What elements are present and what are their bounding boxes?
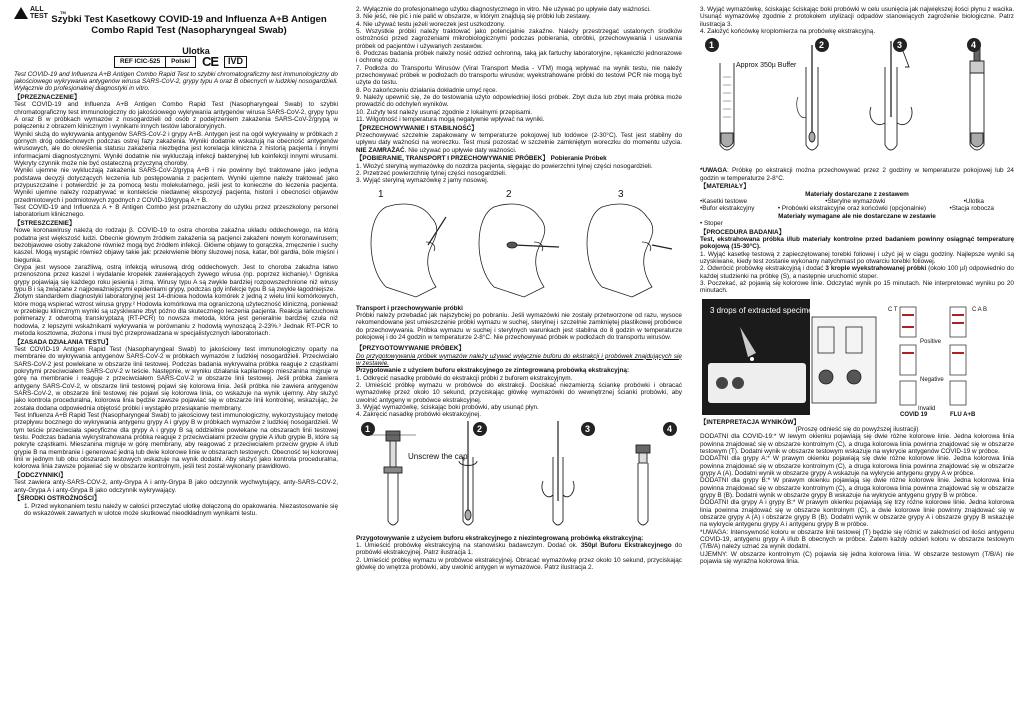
list-item: 3. Wyjąć wymazówkę, ściskając ściskając boki probówki w celu usunięcia jak największej ilości płynu z wacika. Usunąć wymazówkę zgodnie z protokołem utylizacji odpadów stanowiących zagrożenie biologiczne. Patrz ilustracja 3. [700, 6, 1014, 28]
list-item: 4. Założyć końcówkę kroplomierza na probówkę ekstrakcyjną. [700, 28, 876, 36]
section-heading: 【PRZYGOTOWYWANIE PRÓBEK】 [356, 345, 465, 353]
list-item: 2. Przetrzeć powierzchnię tylnej części nosogardzieli. [356, 169, 507, 177]
subheading: Przygotowywanie z użyciem buforu ekstrakcyjnego z niezintegrowaną probówką ekstrakcyjną: [356, 534, 644, 542]
storage-text-end: . Nie używać po upływie daty ważności. [404, 146, 517, 154]
list-item: 4. Nie używać testu jeżeli woreczek jest uszkodzony. [356, 20, 506, 28]
paragraph: DODATNI dla COVID-19:* W lewym okienku pojawiają się dwie różne kolorowe linie. Jedna kolorowa linia powinna znajdować się w obszarze kontrolnym (C), a druga kolorowa linia powinna znajdować się w obszarze testowym (T). Dodatni wynik w obszarze testowym wskazuje na wykrycie antygenów COVID-19 w próbce. [700, 433, 1014, 455]
paragraph: Próbki należy przebadać jak najszybciej po pobraniu. Jeśli wymazówki nie zostały przetworzone od razu, wysoce rekomendowane jest umieszczenie próbki wymazu w suchej, sterylnej i szczelnie zamkniętej plastikowej probówce do przechowywania. Próbka wymazu w suchej i sterylnych warunkach jest stabilna do 8 godzin w temperaturze pokojowej i do 24 godzin w temperaturze 2-8°C. Nie przechowywać próbek w podłożach do transportu wirusów. [356, 311, 682, 341]
tube-step-2 [459, 421, 477, 525]
list-item [356, 542, 682, 557]
buffer-tube-3 [870, 41, 912, 150]
list-item: 5. Wszystkie próbki należy traktować jako potencjalnie zakaźne. Należy przestrzegać ustalonych środków ostrożności przed zagrożeniami mikrobiologicznymi podczas pobierania, obróbki, przechowywania i usuwania próbek od pacjentów i używanych zestawów. [356, 28, 682, 50]
non-integrated-tube-figure [700, 37, 1014, 165]
list-item: 2. Umieścić próbkę wymazu w probówce ekstrakcyjnej. Obracać wymazówkę przez około 10 sekund, przyciskając główkę do wnętrza probówki, aby uwolnić antygen w wymazówce. Patrz ilustracja 2. [356, 556, 682, 572]
paragraph: Wyniki służą do wykrywania antygenów SARS-CoV-2 i grypy A+B. Antygen jest na ogół wykrywalny w próbkach z górnych dróg oddechowych podczas ostrej fazy zakażenia. Wyniki dodatnie wskazują na obecność antygenów wirusowych, ale do określenia statusu zakażenia niezbędna jest korelacja kliniczna z historią pacjenta i innymi informacjami diagnostycznymi. Wyniki dodatnie nie wykluczają infekcji bakteryjnej lub koinfekcji innymi wirusami. Wykryty czynnik może nie być ostateczną przyczyną choroby. [14, 130, 338, 167]
leaflet-label: Ulotka [182, 46, 210, 56]
subheading: Przygotowanie z użyciem buforu ekstrakcyjnego ze zintegrowaną probówką ekstrakcyjną: [356, 367, 630, 375]
ivd-icon: IVD [224, 56, 247, 67]
section-heading: 【POBIERANIE, TRANSPORT I PRZECHOWYWANIE PRÓBEK】 Pobieranie Próbek [356, 155, 607, 163]
drops-panel [702, 299, 817, 415]
list-item: 11. Wilgotność i temperatura mogą negatywnie wpływać na wyniki. [356, 116, 545, 124]
paragraph: Test COVID-19 and Influenza A+B Antigen Combo Rapid Test (Nasopharyngeal Swab) to szybki chromatograficzny test immunologiczny do jakościowego wykrywania antygenów wirusa SARS-CoV-2, grypy typu A oraz B w próbkach wymazów z nosogardzieli od osób z podejrzeniem zakażenia SARS-CoV-2/grypą w połączeniu z obrazem klinicznym i wynikami innych testów laboratoryjnych. [14, 101, 338, 131]
list-item: 9. Należy upewnić się, że do testowania użyto odpowiedniej ilości próbek. Zbyt duża lub zbyt mała próbka może prowadzić do odchyleń wyników. [356, 94, 682, 109]
paragraph: UJEMNY: W obszarze kontrolnym (C) pojawia się jedna kolorowa linia. W obszarze testowym (T/B/A) nie pojawia się wyraźna kolorowa linia. [700, 550, 1014, 566]
page-title: Szybki Test Kasetkowy COVID-19 and Influenza A+B Antigen Combo Rapid Test (Nasopharyngeal Swab) [51, 14, 327, 36]
figure-step-label: 1 [365, 423, 371, 434]
note-label: *UWAGA [700, 167, 727, 175]
paragraph: *UWAGA: Intensywność koloru w obszarze linii testowej (T) będzie się różnić w zależności od ilości antygenu COVID-19, antygenu grypy A i/lub B obecnych w próbce. Zatem każdy odcień koloru w obszarze testowym (T/B/A) należy uznać za wynik dodatni. [700, 528, 1014, 551]
ref-box [114, 56, 196, 67]
tube-step-1 [366, 431, 416, 525]
intro-text: Test COVID-19 and Influenza A+B Antigen Combo Rapid Test to szybki chromatograficzny test immunologiczny do jakościowego wykrywania antygenów wirusa SARS-CoV-2, grypy typu A oraz B obecnych w ludzkiej nosogardzieli. [14, 70, 338, 86]
list-item: 3. Wyjąć sterylną wymazówkę z jamy nosowej. [356, 177, 489, 185]
step-text: 1. Umieścić probówkę ekstrakcyjną na stanowisku badawczym. Dodać ok. [356, 542, 581, 550]
figure-step-label: 4 [667, 423, 673, 434]
section-heading: 【INTERPRETACJA WYNIKÓW】 [700, 418, 800, 426]
materials-row [700, 205, 1014, 212]
figure-step-label: 3 [585, 423, 591, 434]
paragraph: Test COVID-19 Antigen Rapid Test (Nasopharyngeal Swab) to jakościowy test immunologiczny oparty na membranie do wykrywania antygenów SARS-CoV-2 w próbkach wymazów z ludzkiej nosogardzieli. Przeciwciało SARS-CoV-2 jest powlekane w obszarze linii testowej. Podczas badania wykrywalna próbka reaguje z cząstkami pokrytymi przeciwciałem SARS-CoV-2 w teście. Następnie, w wyniku działania kapilarnego mieszanina migruje w górę na membranie i reaguje z przeciwciałem SARS-CoV-2 w obszarze linii testowej. Jeśli próbka zawiera antygeny SARS-CoV-2, w obszarze linii testowej pojawi się kolorowa linia. Jeśli próbka nie zawiera antygenów SARS-CoV-2, w obszarze linii testowej nie pojawi się kolorowa linia, co wskazuje na wynik ujemny. Aby służyć jako kontrola proceduralna, kolorowa linia będzie zawsze pojawiać się w obszarze linii kontrolnej, wskazując, że została dodana odpowiednia objętość próbki i wystąpiło przesiąkanie membrany. [14, 345, 338, 412]
logo-triangle-icon [14, 7, 28, 19]
section-heading: 【PROCEDURA BADANIA】 [700, 228, 785, 236]
drops-label: 3 drops of extracted specimen [710, 305, 818, 315]
paragraph: DODATNI dla grypy A:* W prawym okienku pojawiają się dwie różne kolorowe linie. Jedna kolorowa linia powinna znajdować się w obszarze kontrolnym (C), a druga kolorowa linia powinna znajdować się w obszarze grypy A (A). Dodatni wynik w obszarze grypy A wskazuje na wykrycie antygenu grypy A w próbce. [700, 455, 1014, 477]
head-profile-1 [371, 204, 446, 297]
figure-step-label: 4 [971, 40, 977, 51]
step-bold: 350µl Buforu Ekstrakcyjnego [580, 542, 672, 550]
list-item: 2. Umieścić próbkę wymazu w probówce do ekstrakcji. Dociskać niezamierzą ściankę probówki i obracać wymazówkę przez około 10 sekund, przyciskając główkę wymazówki do wewnętrznej ścianki probówki, aby uwolnić antygeny w probówce ekstrakcyjnej. [356, 382, 682, 404]
strip-label: C T [888, 306, 898, 313]
result-label: Negative [920, 376, 944, 383]
column-1 [14, 6, 338, 517]
storage-text: Przechowywać szczelnie zapakowany w temperaturze pokojowej lub lodówce (2-30°C). Test jest stabilny do upływu daty ważności na woreczku. Test musi pozostać w szczelnie zamkniętym woreczku do momentu użycia. [356, 132, 682, 147]
note [700, 167, 1014, 182]
result-label: Positive [920, 338, 942, 345]
material-item: •Ulotka [963, 197, 984, 205]
section-heading: 【ODCZYNNIKI】 [14, 472, 67, 479]
material-item: • Stoper [700, 219, 723, 227]
subheading: Materiały wymagane ale nie dostarczane w zestawie [778, 212, 936, 220]
cassette [812, 317, 876, 403]
section-heading: 【PRZEZNACZENIE】 [14, 93, 81, 101]
list-item: 3. Nie jeść, nie pić i nie palić w obszarze, w którym znajdują się próbki lub zestawy. [356, 13, 591, 21]
buffer-tube-4 [970, 47, 984, 150]
material-item: •Stacja robocza [949, 205, 994, 213]
ce-mark-icon: CE [201, 54, 219, 70]
column-3 [700, 6, 1014, 565]
buffer-tube-2 [797, 45, 818, 150]
flu-label: FLU A+B [950, 411, 976, 417]
head-profile-3 [587, 204, 672, 297]
list-item [700, 265, 1014, 280]
integrated-tube-figure [356, 421, 682, 533]
list-item: 7. Podłoża do Transportu Wirusów (Viral Transport Media - VTM) mogą wpływać na wynik testu, nie należy przechowywać próbek w podłożach do transportu wirusów; wyekstrahowane próbki do testowi PCR nie mogą być użyte do testu. [356, 64, 682, 87]
list-item: 6. Podczas badania próbek należy nosić odzież ochronną, taką jak fartuchy laboratoryjne, rękawiczki jednorazowe i ochronę oczu. [356, 50, 682, 65]
paragraph: Do przygotowywania próbek wymazów należy używać wyłącznie buforu do ekstrakcji i probówek znajdujących się w zestawie. [356, 352, 682, 368]
list-item: 2. Wyłącznie do profesjonalnego użytku diagnostycznego in vitro. Nie używać po upływie daty ważności. [356, 6, 651, 13]
result-label: Invalid [918, 405, 936, 412]
step-text-end: do probówki ekstrakcyjnej. Patrz ilustracja 1. [356, 542, 682, 557]
list-item: 3. Poczekać, aż pojawią się kolorowe linie. Odczytać wynik po 15 minutach. Nie interpretować wyniku po 20 minutach. [700, 279, 1014, 295]
list-item: 1. Odkręcić nasadkę probówki do ekstrakcji próbki z buforem ekstrakcyjnym. [356, 374, 573, 382]
tube-step-3 [542, 421, 574, 525]
list-item: 8. Po zakończeniu działania dokładnie umyć ręce. [356, 86, 498, 94]
figure-step-label: 2 [506, 188, 512, 200]
list-item: 1. Włożyć sterylną wymazówkę do nozdrza pacjenta, sięgając do powierzchni tylnej części nosogardzieli. [356, 162, 653, 170]
paragraph: Grypa jest wysoce zaraźliwą, ostrą infekcją wirusową dróg oddechowych. Jest to choroba zakaźna łatwo przenoszona przez kaszel i wydalanie kropelek zawierających żywego wirusa (np. poprzez kichanie).¹ Ogniska grypy pojawiają się każdego roku jesienią i zimą. Wirusy typu A są zwykle bardziej rozpowszechnione niż wirusy typu B i są związane z najpoważniejszymi epidemiami grypy, podczas gdy infekcje typu B są zwykle łagodniejsze. [14, 264, 338, 294]
strip-label: C A B [972, 306, 988, 313]
paragraph: Złotym standardem diagnostyki laboratoryjnej jest 14-dniowa hodowla komórek z jedną z wielu linii komórkowych, które mogą wspierać wzrost wirusa grypy.² Hodowla komórkowa ma ograniczoną użyteczność kliniczną, ponieważ w przebiegu klinicznym wyniki są uzyskiwane zbyt późno dla skutecznego leczenia pacjenta. Reakcja łańcuchowa polimerazy z odwrotną transkryptazą (RT-PCR) to nowsza metoda, która jest generalnie bardziej czuła niż hodowla, z lepszymi wskaźnikami wykrywania w porównaniu z hodowlą wynoszącą 2-23%.³ Jednak RT-PCR to metoda kosztowna, złożona i musi być przeprowadzana w specjalistycznych laboratoriach. [14, 293, 338, 338]
section-heading: 【MATERIAŁY】 [700, 183, 750, 191]
no-freeze-text: NIE ZAMRAŻAĆ [356, 146, 405, 154]
logo-text: ALL TEST [30, 6, 48, 20]
paragraph: Test zawiera anty-SARS-COV-2, anty-Grypa A i anty-Grypa B jako odczynnik wychwytujący, anty-SARS-COV-2, anty-Grypa A i anty-Grypa B jako odczynnik wykrywający. [14, 479, 338, 494]
paragraph: DODATNI dla grypy A i grypy B:* W prawym okienku pojawiają się trzy różne kolorowe linie. Jedna kolorowa linia powinna znajdować się w obszarze kontrolnym (C), a dwie kolorowe linie powinny znajdować się w obszarze grypy A (A) i obszarze grypy B (B). Dodatni wynik w obszarze grypy A i obszarze grypy B wskazuje na wykrycie antygenu grypy A i antygenu grypy B w próbce. [700, 499, 1014, 529]
materials-row [700, 198, 1014, 205]
trademark: TM [60, 10, 66, 16]
ref-language: Polski [165, 57, 195, 66]
approx-buffer-label: Approx 350µ Buffer [736, 62, 797, 70]
buffer-tube-1 [720, 63, 734, 150]
intro-ivd: Wyłącznie do profesjonalnej diagnostyki in vitro. [14, 85, 150, 93]
ref-code: REF ICIC-525 [120, 58, 161, 66]
paragraph: 1. Przed wykonaniem testu należy w całości przeczytać ulotkę dołączoną do opakowania. Niezastosowanie się do wskazówek zawartych w ulotce może skutkować nieodkładnym wynikami testu. [24, 502, 338, 517]
material-item: •Bufor ekstrakcyjny [700, 205, 755, 213]
paragraph: DODATNI dla grypy B:* W prawym okienku pojawiają się dwie różne kolorowe linie. Jedna kolorowa linia powinna znajdować się w obszarze kontrolnym (C), a druga kolorowa linia powinna znajdować się w obszarze grypy B (B). Dodatni wynik w obszarze grypy B wskazuje na wykrycie antygenu grypy B w próbce. [700, 477, 1014, 500]
step-text-end: (około 100 µl) odpowiednio do każdej studzienki na próbkę (S), a następnie uruchomić stoper. [700, 265, 1014, 280]
material-item: •Kasetki testowe [700, 197, 747, 205]
head-profile-2 [479, 204, 559, 297]
cassette-results-figure [700, 297, 1014, 417]
step-bold: 3 krople wyekstrahowanej próbki [825, 265, 927, 273]
column-2 [356, 6, 682, 572]
list-item: 10. Zużyty test należy usunąć zgodnie z lokalnymi przepisami. [356, 108, 533, 116]
material-item: • Probówki ekstrakcyjne oraz końcówki (opcjonalnie) [777, 205, 927, 213]
figure-step-label: 1 [709, 40, 715, 51]
figure-step-label: 1 [378, 188, 384, 200]
section-heading: 【ŚRODKI OSTROŻNOŚCI】 [14, 495, 101, 503]
tube-step-4 [636, 445, 650, 525]
figure-step-label: 3 [897, 40, 903, 51]
figure-step-label: 2 [819, 40, 825, 51]
ref-row [114, 54, 338, 70]
step-text: 2. Odwrócić probówkę ekstrakcyjną i dodać [700, 265, 826, 273]
section-heading: 【ZASADA DZIAŁANIA TESTU】 [14, 338, 112, 346]
note-text: : Próbkę po ekstrakcji można przechowywać przez 2 godziny w temperaturze pokojowej lub 24 godzin w temperaturze 2-8°C. [700, 167, 1014, 182]
paragraph [356, 132, 682, 154]
subheading: Transport i przechowywanie próbki [356, 304, 463, 312]
paragraph: (Proszę odnieść się do powyższej ilustracji) [795, 425, 919, 433]
list-item: 1. Wyjąć kasetkę testową z zapieczętowanej torebki foliowej i użyć jej w ciągu godziny. Najlepsze wyniki są uzyskiwane, kiedy test zostanie wykonany natychmiast po otwarciu torebki foliowej. [700, 250, 1014, 265]
covid-label: COVID 19 [900, 411, 928, 417]
paragraph: Nowe koronawirusy należą do rodzaju β. COVID-19 to ostra choroba zakaźna układu oddechowego, na którą podatna jest większość ludzi. Obecnie głównym źródłem zakażenia są pacjenci zakażeni nowym koronawirusem; bezobjawowe osoby zakażone również mogą być źródłem infekcji. Główne objawy to gorączka, zmęczenie i suchy kaszel. Mogą wystąpić również objawy takie jak: przekrwienie błony śluzowej nosa, katar, ból gardła, bóle mięśni i biegunka. [14, 227, 338, 264]
figure-step-label: 2 [477, 423, 483, 434]
section-heading: 【PRZECHOWYWANIE I STABILNOŚĆ】 [356, 124, 478, 132]
subheading: Materiały dostarczane z zestawem [805, 190, 909, 198]
section-heading: 【STRESZCZENIE】 [14, 219, 76, 227]
header [14, 6, 338, 36]
figure-step-label: 3 [618, 188, 624, 200]
material-item: •Sterylne wymazówki [825, 197, 886, 205]
subheading: Test, ekstrahowana próbka i/lub materiały kontrolne przed badaniem powinny osiągnąć temperaturę pokojową (15-30°C). [700, 235, 1014, 251]
list-item: 3. Wyjąć wymazówkę, ściskając boki probówki, aby usunąć płyn. [356, 404, 539, 412]
swab-collection-figure [356, 187, 682, 303]
paragraph: Test Influenza A+B Rapid Test (Nasopharyngeal Swab) to jakościowy test immunologiczny, wykorzystujący metodę przepływu bocznego do wykrywania antygenu grypy A i grypy B w próbkach wymazów z ludzkiej nosogardzieli. W tym teście przeciwciała specyficzne dla grypy A i grypy B są oddzielnie powlekane na obszarach linii testowej testu. Podczas badania wykrystrahowana próbka reaguje z przeciwciałami przeciw grypie A i/lub grypie B, które są pokryte cząstkami. Mieszanina migruje w górę membrany, aby reagować z przeciwciałem przeciw grypie A i/lub grypie B na membranie i generować jedną lub dwie kolorowe linie w obszarach testowych. Obecność tej kolorowej linii w jednym lub obu obszarach testowych wskazuje na wynik dodatni. Aby służyć jako kontrola proceduralna, kolorowa linia zawsze pojawiać się w obszarze kontrolnym, jeśli test został wykonany prawidłowo. [14, 412, 338, 471]
paragraph: Wyniki ujemne nie wykluczają zakażenia SARS-CoV-2/grypą A+B i nie powinny być traktowane jako jedyna podstawa decyzji dotyczących leczenia lub postępowania z pacjentem. Wyniki ujemne należy traktować jako przypuszczalne i potwierdzić je za pomocą testu molekularnego, jeśli jest to konieczne do leczenia pacjenta. Wyniki ujemne należy rozpatrywać w kontekście niedawnej ekspozycji pacjenta, historii i obecności objawów przedmiotowych i podmiotowych zgodnych z COVID-19/grypą A + B. [14, 167, 338, 204]
list-item: 4. Zakręcić nasadkę probówki ekstrakcyjnej. [356, 411, 482, 419]
unscrew-label: Unscrew the cap [408, 451, 468, 461]
paragraph: Test COVID-19 and Influenza A + B Antigen Combo jest przeznaczony do użytku przez przeszkolony personel laboratorium klinicznego. [14, 204, 338, 219]
